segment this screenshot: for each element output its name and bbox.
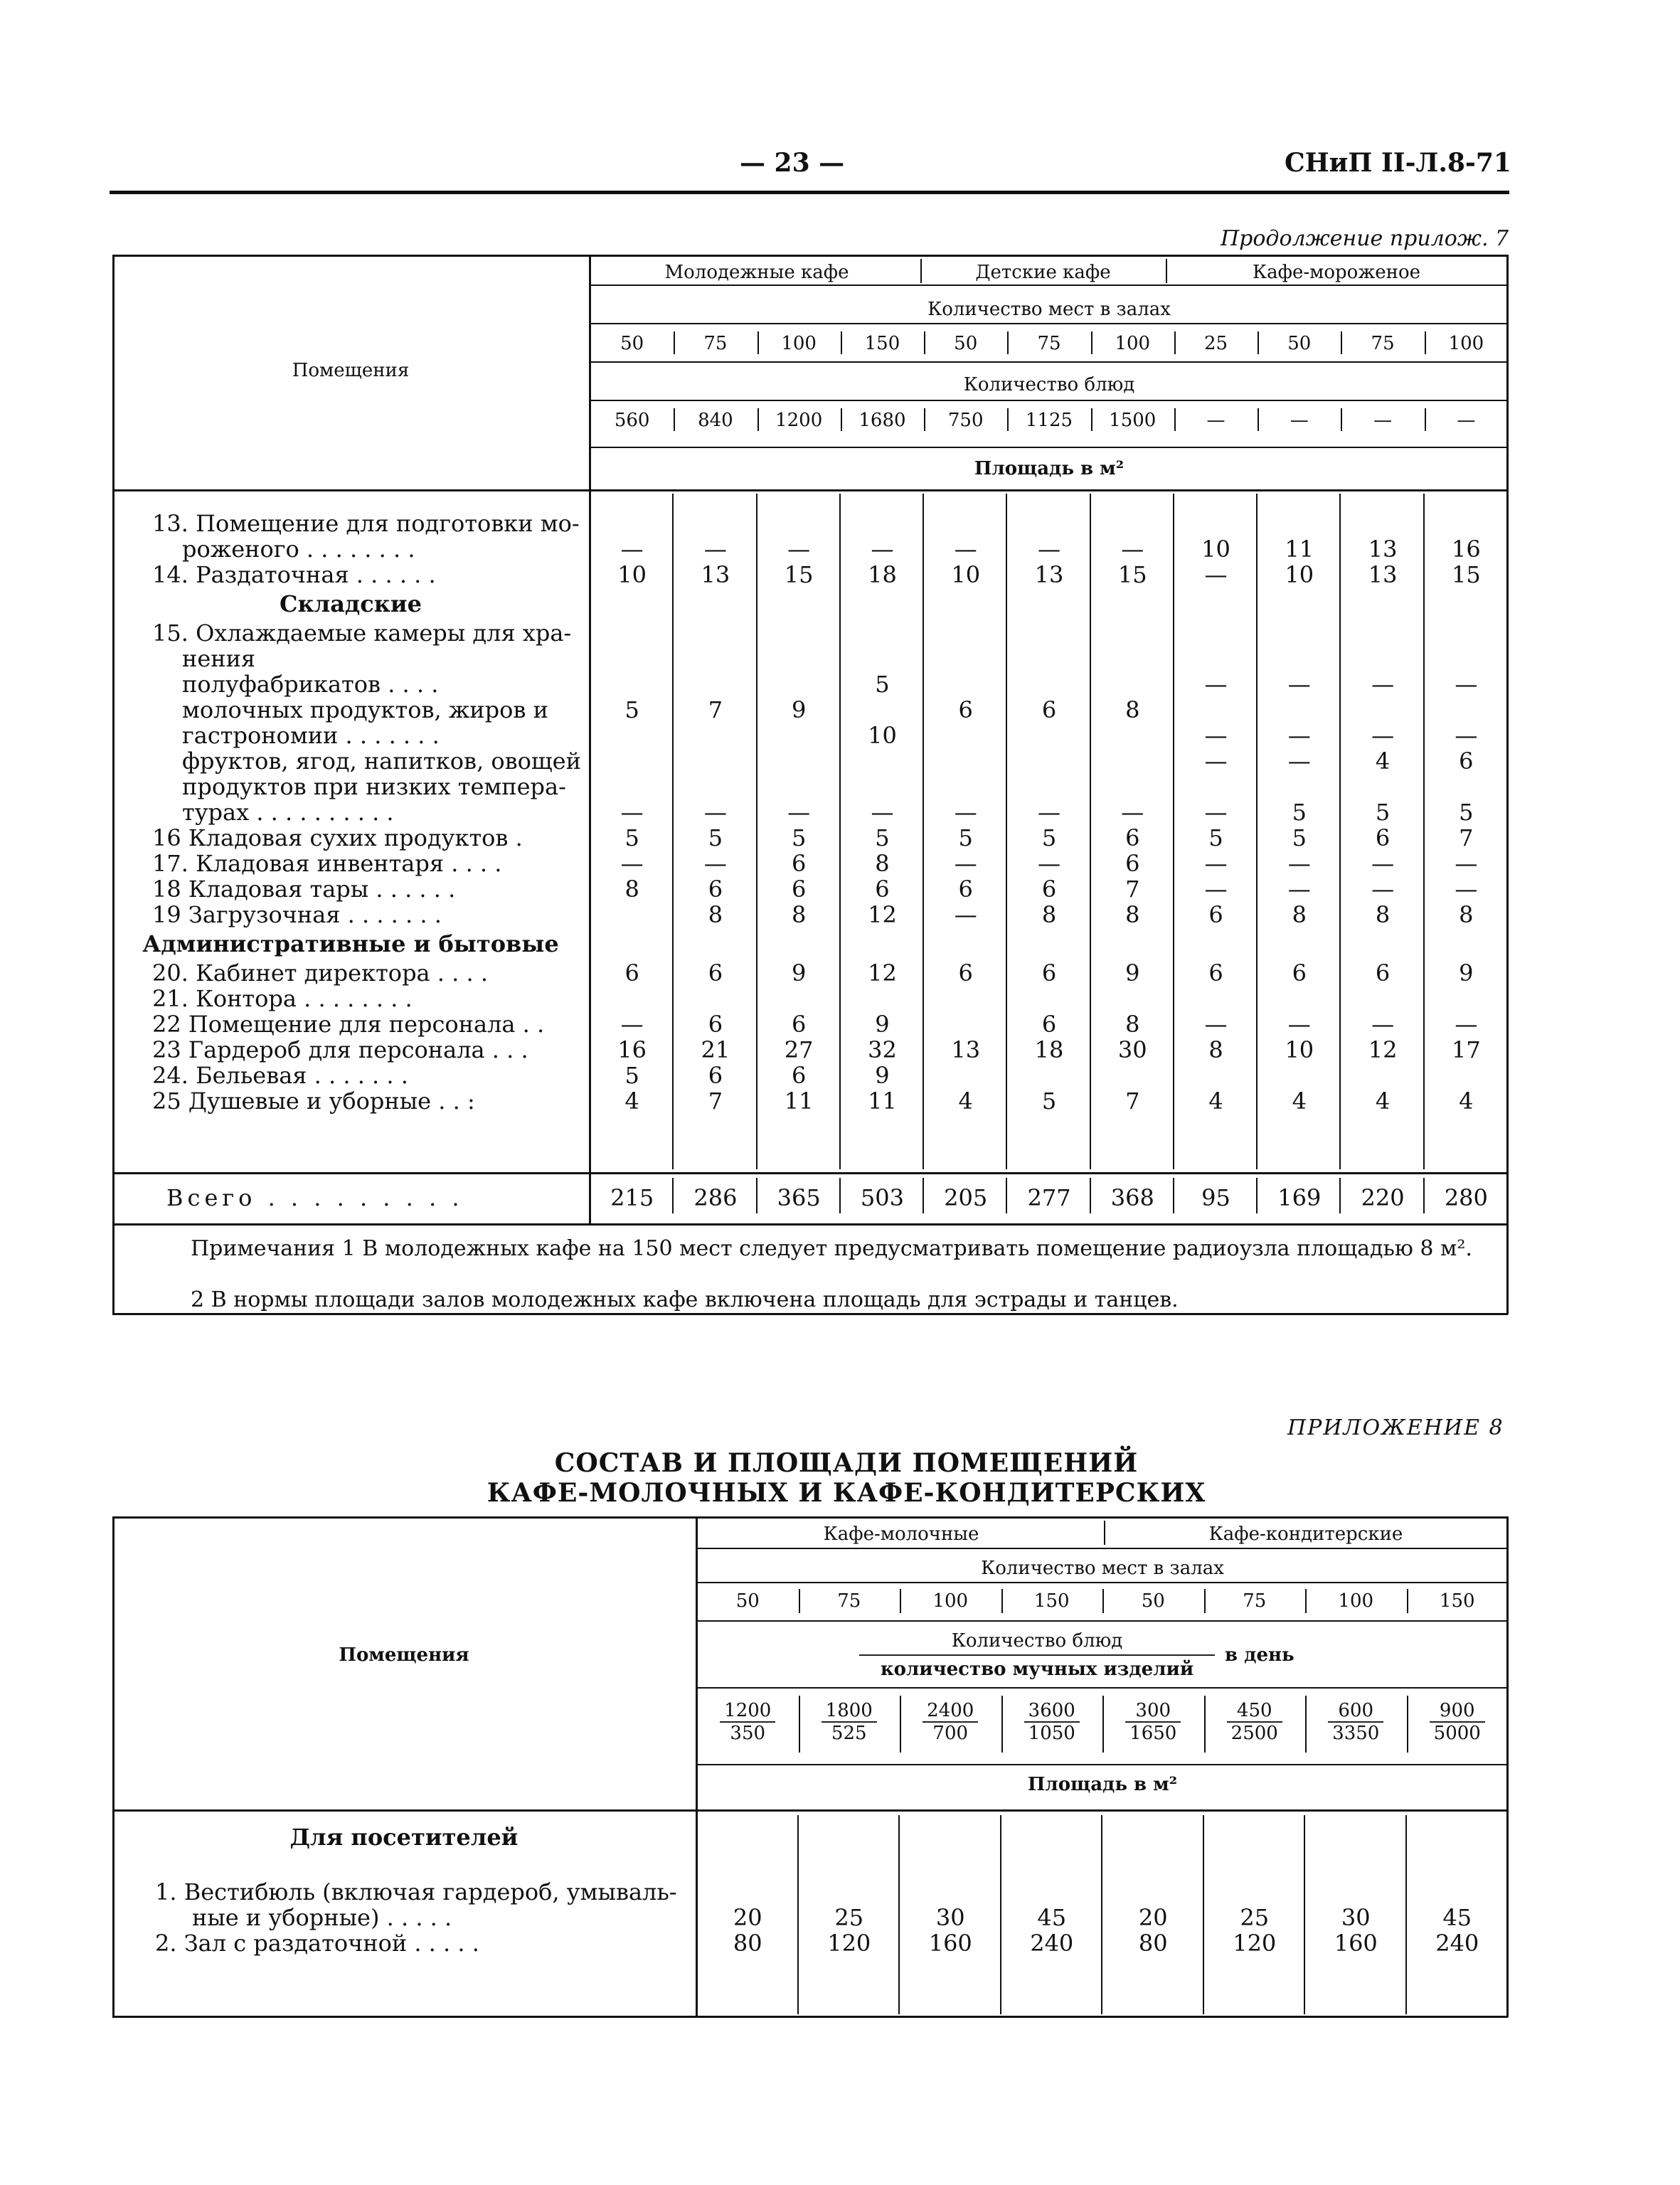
row-value: 16 [1451, 536, 1481, 563]
t8-body-column-line [1405, 1815, 1407, 2014]
row-value: 13 [1368, 536, 1398, 563]
row-value: — [954, 850, 977, 877]
t8-row-label: 2. Зал с раздаточной . . . . . [155, 1930, 479, 1957]
dishes-cell: 1500 [1109, 410, 1157, 431]
dishes-cell: 840 [698, 410, 733, 431]
row-value: 15 [784, 561, 814, 588]
seats-cell: 25 [1203, 333, 1228, 354]
t8-fraction-bottom: 1050 [1028, 1723, 1075, 1744]
seats-cell: 100 [781, 333, 817, 354]
t8-row-value: 120 [1233, 1930, 1277, 1957]
row-value: 4 [1292, 1088, 1307, 1115]
row-label: 24. Бельевая . . . . . . . [152, 1062, 408, 1089]
total-bottom-rule [112, 1223, 1508, 1226]
t8-dishes-top: Количество блюд [859, 1630, 1215, 1656]
t8-row-value: 80 [733, 1930, 762, 1957]
dishes-cell: 1200 [775, 410, 823, 431]
body-column-line [1173, 494, 1174, 1169]
row-value: 12 [1368, 1036, 1398, 1063]
body-column-line [1256, 494, 1258, 1169]
section-heading: Складские [280, 590, 422, 617]
t8-row-value: 160 [928, 1930, 972, 1957]
row-label: нения [182, 645, 256, 672]
t8-group-header-dairy: Кафе-молочные [823, 1524, 979, 1545]
row-value: — [1204, 748, 1228, 775]
row-value: — [1204, 1011, 1228, 1038]
t8-row-value: 80 [1138, 1930, 1168, 1957]
row-value: — [1287, 722, 1311, 749]
t8-body-column-line [797, 1815, 799, 2014]
appendix8-title-line2: КАФЕ-МОЛОЧНЫХ И КАФЕ-КОНДИТЕРСКИХ [487, 1478, 1206, 1508]
row-value: — [1455, 1011, 1478, 1038]
row-value: — [1287, 1011, 1311, 1038]
row-label: фруктов, ягод, напитков, овощей [182, 748, 581, 775]
row-label: 20. Кабинет директора . . . . [152, 959, 488, 987]
row-label: 25 Душевые и уборные . . : [152, 1088, 475, 1115]
body-column-line [672, 494, 674, 1169]
row-label: 22 Помещение для персонала . . [152, 1011, 545, 1038]
t8-dishes-bottom: количество мучных изделий [880, 1659, 1194, 1680]
row-value: 6 [1375, 824, 1391, 851]
appendix7-column-lines [112, 255, 1508, 1223]
row-value: — [1037, 850, 1060, 877]
t8-fraction-top: 450 [1227, 1700, 1282, 1723]
row-value: 8 [624, 876, 639, 903]
row-value: 6 [791, 850, 807, 877]
row-label: 21. Контора . . . . . . . . [152, 985, 413, 1012]
row-value: 9 [1125, 959, 1140, 987]
row-value: 6 [1292, 959, 1307, 987]
row-value: 13 [951, 1036, 981, 1063]
dishes-cell: — [1457, 410, 1476, 431]
row-value: 5 [624, 824, 639, 851]
row-value: 8 [1125, 696, 1140, 723]
row-value: 10 [868, 722, 897, 749]
row-value: 10 [1285, 1036, 1314, 1063]
t8-fraction-top: 1800 [822, 1700, 877, 1723]
row-value: — [1371, 722, 1395, 749]
t8-body-column-line [1304, 1815, 1305, 2014]
row-value: 13 [1368, 561, 1398, 588]
row-value: 6 [1375, 959, 1391, 987]
row-value: 6 [708, 876, 723, 903]
row-value: 4 [1459, 1088, 1474, 1115]
row-label: полуфабрикатов . . . . [182, 671, 439, 698]
row-label: 17. Кладовая инвентаря . . . . [152, 850, 502, 877]
t8-row-value: 20 [1138, 1904, 1168, 1931]
t8-row-value: 30 [1341, 1904, 1371, 1931]
seats-cell: 75 [703, 333, 728, 354]
row-value: — [620, 850, 644, 877]
seats-cell: 75 [1037, 333, 1061, 354]
row-value: 27 [784, 1036, 814, 1063]
row-value: 8 [791, 901, 807, 928]
row-value: 6 [708, 1011, 723, 1038]
row-value: 32 [868, 1036, 897, 1063]
t8-section-visitors: Для посетителей [289, 1824, 519, 1851]
row-value: 6 [1041, 696, 1057, 723]
dishes-cell: 560 [614, 410, 650, 431]
row-value: 12 [868, 901, 897, 928]
row-value: — [703, 536, 727, 563]
row-value: 8 [1292, 901, 1307, 928]
row-value: — [1371, 671, 1395, 698]
total-cell: 205 [944, 1184, 988, 1211]
row-value: 6 [791, 1011, 807, 1038]
t8-fraction-top: 900 [1430, 1700, 1485, 1723]
row-value: 9 [1459, 959, 1474, 987]
row-value: 10 [1285, 561, 1314, 588]
dishes-cell: 1680 [858, 410, 906, 431]
appendix8-table [112, 1516, 1508, 2014]
row-value: 12 [868, 959, 897, 987]
row-label: роженого . . . . . . . . [182, 536, 415, 563]
body-column-line [1339, 494, 1341, 1169]
t8-seats-cell: 100 [932, 1590, 969, 1612]
row-value: — [787, 536, 811, 563]
row-value: 6 [624, 959, 639, 987]
section-heading: Административные и бытовые [142, 930, 559, 957]
row-value: 6 [1125, 824, 1140, 851]
total-cell: 368 [1110, 1184, 1154, 1211]
notes-bottom-rule [112, 1313, 1508, 1315]
t8-column-lines [112, 1516, 1508, 2017]
seats-cell: 50 [620, 333, 644, 354]
row-value: — [1371, 1011, 1395, 1038]
row-value: 5 [1041, 1088, 1057, 1115]
t8-per-day: в день [1225, 1644, 1294, 1666]
row-value: 18 [868, 561, 897, 588]
row-value: 9 [791, 959, 807, 987]
seats-cell: 150 [864, 333, 900, 354]
t8-seats-cell: 100 [1338, 1590, 1374, 1612]
row-value: 7 [1125, 1088, 1140, 1115]
row-label: продуктов при низких темпера- [182, 773, 566, 800]
t8-row-value: 240 [1030, 1930, 1074, 1957]
row-value: — [1371, 850, 1395, 877]
row-label: гастрономии . . . . . . . [182, 722, 440, 749]
row-label: 13. Помещение для подготовки мо- [152, 510, 580, 537]
area-label: Площадь в м² [974, 458, 1125, 479]
t8-row-value: 20 [733, 1904, 762, 1931]
row-value: — [787, 799, 811, 826]
row-label: 18 Кладовая тары . . . . . . [152, 876, 456, 903]
appendix8-label: ПРИЛОЖЕНИЕ 8 [1287, 1415, 1504, 1440]
row-value: — [1037, 799, 1060, 826]
row-value: 6 [958, 696, 973, 723]
row-value: — [1455, 850, 1478, 877]
t8-row-value: 240 [1435, 1930, 1479, 1957]
row-value: — [1371, 876, 1395, 903]
t8-fraction-top: 300 [1125, 1700, 1181, 1723]
dishes-cell: 1125 [1025, 410, 1073, 431]
t8-row-value: 25 [834, 1904, 864, 1931]
t8-body-column-line [1000, 1815, 1001, 2014]
row-value: 8 [1208, 1036, 1223, 1063]
row-value: — [1287, 748, 1311, 775]
row-value: 5 [1208, 824, 1223, 851]
row-label: турах . . . . . . . . . . [182, 799, 394, 826]
row-value: 10 [617, 561, 647, 588]
row-value: 13 [1034, 561, 1064, 588]
row-value: 6 [958, 959, 973, 987]
total-cell: 220 [1361, 1184, 1405, 1211]
row-value: 6 [791, 876, 807, 903]
rooms-header: Помещения [292, 360, 410, 381]
row-value: 7 [1459, 824, 1474, 851]
row-value: — [954, 901, 977, 928]
row-value: 8 [1125, 901, 1140, 928]
row-value: — [1287, 876, 1311, 903]
t8-row-value: 25 [1240, 1904, 1270, 1931]
row-value: 5 [624, 1062, 639, 1089]
t8-seats-cell: 150 [1033, 1590, 1070, 1612]
row-value: 4 [1375, 1088, 1391, 1115]
seats-cell: 100 [1115, 333, 1151, 354]
t8-body-column-line [1203, 1815, 1204, 2014]
row-value: 9 [875, 1011, 890, 1038]
row-value: 5 [1041, 824, 1057, 851]
row-value: 16 [617, 1036, 647, 1063]
row-value: 8 [1041, 901, 1057, 928]
row-value: 5 [1292, 799, 1307, 826]
t8-group-header-confectionery: Кафе-кондитерские [1208, 1524, 1403, 1545]
row-label: 15. Охлаждаемые камеры для хра- [152, 620, 572, 647]
dishes-cell: — [1290, 410, 1309, 431]
t8-fraction-bottom: 5000 [1433, 1723, 1481, 1744]
t8-seats-cell: 75 [837, 1590, 861, 1612]
t8-fraction-bottom: 350 [730, 1723, 766, 1744]
seats-cell: 50 [954, 333, 978, 354]
row-value: 6 [791, 1062, 807, 1089]
t8-seats-label: Количество мест в залах [981, 1558, 1224, 1579]
row-value: 13 [701, 561, 730, 588]
body-column-line [1090, 494, 1091, 1169]
row-value: 6 [1041, 959, 1057, 987]
row-value: — [1121, 536, 1144, 563]
row-value: 5 [1292, 824, 1307, 851]
t8-rooms-header: Помещения [339, 1644, 469, 1666]
t8-body-column-line [1101, 1815, 1102, 2014]
total-cell: 277 [1027, 1184, 1071, 1211]
row-value: 4 [958, 1088, 973, 1115]
note-1: Примечания 1 В молодежных кафе на 150 мест следует предусматривать помещение радиоузла площадью 8 м². [191, 1236, 1472, 1261]
row-value: 10 [1201, 536, 1230, 563]
row-value: — [1204, 561, 1228, 588]
row-value: 6 [1041, 876, 1057, 903]
row-value: 8 [708, 901, 723, 928]
row-value: — [954, 799, 977, 826]
row-value: 5 [708, 824, 723, 851]
row-value: 6 [708, 1062, 723, 1089]
t8-fraction-bottom: 700 [932, 1723, 969, 1744]
group-header-youth: Молодежные кафе [664, 262, 849, 283]
row-label: 23 Гардероб для персонала . . . [152, 1036, 528, 1063]
row-value: 5 [875, 824, 890, 851]
row-value: — [1204, 722, 1228, 749]
row-value: 7 [708, 696, 723, 723]
t8-fraction-bottom: 2500 [1230, 1723, 1278, 1744]
t8-fraction-bottom: 525 [831, 1723, 867, 1744]
row-value: — [1204, 850, 1228, 877]
total-row [590, 1185, 1508, 1213]
row-label: 14. Раздаточная . . . . . . [152, 561, 436, 588]
total-label: Всего . . . . . . . . . [166, 1184, 464, 1211]
row-value: — [1287, 671, 1311, 698]
row-value: 8 [875, 850, 890, 877]
t8-fraction-bottom: 3350 [1332, 1723, 1380, 1744]
total-cell: 503 [860, 1184, 904, 1211]
row-value: — [620, 1011, 644, 1038]
dishes-cell: — [1373, 410, 1393, 431]
t8-seats-cell: 75 [1243, 1590, 1267, 1612]
row-value: — [620, 799, 644, 826]
row-label: 19 Загрузочная . . . . . . . [152, 901, 442, 928]
row-value: 15 [1117, 561, 1147, 588]
row-value: 18 [1034, 1036, 1064, 1063]
t8-fraction-top: 1200 [720, 1700, 775, 1723]
total-cell: 215 [610, 1184, 654, 1211]
t8-seats-cell: 150 [1439, 1590, 1475, 1612]
row-label: 16 Кладовая сухих продуктов . [152, 824, 523, 851]
row-value: 5 [1459, 799, 1474, 826]
body-column-line [923, 494, 924, 1169]
row-value: — [1287, 850, 1311, 877]
dishes-cell: 750 [947, 410, 984, 431]
row-value: — [703, 799, 727, 826]
t8-fraction-bottom: 1650 [1129, 1723, 1177, 1744]
row-value: 6 [958, 876, 973, 903]
row-value: 10 [951, 561, 981, 588]
row-value: 9 [791, 696, 807, 723]
row-value: — [1455, 722, 1478, 749]
note-2: 2 В нормы площади залов молодежных кафе включена площадь для эстрады и танцев. [191, 1287, 1179, 1312]
appendix8-title-line1: СОСТАВ И ПЛОЩАДИ ПОМЕЩЕНИЙ [554, 1448, 1139, 1478]
group-header-children: Детские кафе [975, 262, 1111, 283]
total-cell: 169 [1277, 1184, 1322, 1211]
row-value: — [1121, 799, 1144, 826]
row-value: — [1204, 876, 1228, 903]
dishes-label: Количество блюд [963, 374, 1135, 395]
row-value: — [954, 536, 977, 563]
page-number: — 23 — [740, 148, 845, 178]
t8-fraction-top: 3600 [1024, 1700, 1080, 1723]
total-cell: 95 [1201, 1184, 1230, 1211]
row-value: — [871, 536, 894, 563]
document-code: СНиП II-Л.8-71 [1285, 148, 1511, 178]
total-cell: 365 [777, 1184, 821, 1211]
row-value: 6 [1459, 748, 1474, 775]
body-column-line [1423, 494, 1425, 1169]
row-value: 6 [875, 876, 890, 903]
dishes-cell: — [1206, 410, 1226, 431]
row-value: 17 [1451, 1036, 1481, 1063]
row-value: 6 [1208, 901, 1223, 928]
t8-row-value: 45 [1442, 1904, 1472, 1931]
total-cell: 280 [1444, 1184, 1488, 1211]
row-value: — [1037, 536, 1060, 563]
header-rule [110, 191, 1509, 194]
row-value: 21 [701, 1036, 730, 1063]
t8-area-label: Площадь в м² [1027, 1774, 1178, 1795]
seats-label: Количество мест в залах [927, 299, 1171, 320]
t8-body-column-line [898, 1815, 900, 2014]
body-column-line [756, 494, 757, 1169]
row-value: 8 [1375, 901, 1391, 928]
group-header-icecream: Кафе-мороженое [1253, 262, 1420, 283]
row-value: — [1455, 671, 1478, 698]
row-value: 7 [1125, 876, 1140, 903]
t8-fraction-top: 600 [1328, 1700, 1383, 1723]
row-value: — [1204, 671, 1228, 698]
row-value: 15 [1451, 561, 1481, 588]
t8-row-value: 160 [1334, 1930, 1378, 1957]
row-value: 7 [708, 1088, 723, 1115]
t8-fraction-top: 2400 [923, 1700, 978, 1723]
total-cell: 286 [693, 1184, 738, 1211]
t8-row-value: 120 [827, 1930, 871, 1957]
t8-row-label: 1. Вестибюль (включая гардероб, умываль- [155, 1878, 677, 1905]
row-value: 5 [875, 671, 890, 698]
row-value: 8 [1459, 901, 1474, 928]
seats-cell: 75 [1371, 333, 1395, 354]
row-value: 8 [1125, 1011, 1140, 1038]
row-value: 5 [1375, 799, 1391, 826]
row-value: 11 [868, 1088, 897, 1115]
seats-cell: 50 [1287, 333, 1312, 354]
row-value: — [1455, 876, 1478, 903]
row-value: 11 [784, 1088, 814, 1115]
row-value: — [1204, 799, 1228, 826]
row-value: — [703, 850, 727, 877]
row-value: — [620, 536, 644, 563]
body-column-line [839, 494, 841, 1169]
row-value: 30 [1117, 1036, 1147, 1063]
row-value: 6 [708, 959, 723, 987]
t8-row-label: ные и уборные) . . . . . [192, 1904, 452, 1931]
appendix7-table [112, 255, 1508, 1314]
row-value: 5 [958, 824, 973, 851]
row-value: 4 [1208, 1088, 1223, 1115]
row-value: 4 [624, 1088, 639, 1115]
row-value: 6 [1041, 1011, 1057, 1038]
row-value: 6 [1125, 850, 1140, 877]
t8-row-value: 30 [935, 1904, 965, 1931]
row-value: 9 [875, 1062, 890, 1089]
row-value: 5 [624, 696, 639, 723]
row-value: 4 [1375, 748, 1391, 775]
seats-cell: 100 [1448, 333, 1484, 354]
row-value: — [871, 799, 894, 826]
body-column-line [1006, 494, 1007, 1169]
row-label: молочных продуктов, жиров и [182, 696, 548, 723]
row-value: 6 [1208, 959, 1223, 987]
row-value: 11 [1285, 536, 1314, 563]
continuation-caption: Продолжение прилож. 7 [1221, 226, 1509, 251]
t8-row-value: 45 [1037, 1904, 1067, 1931]
t8-seats-cell: 50 [735, 1590, 760, 1612]
row-value: 5 [791, 824, 807, 851]
t8-seats-cell: 50 [1141, 1590, 1165, 1612]
